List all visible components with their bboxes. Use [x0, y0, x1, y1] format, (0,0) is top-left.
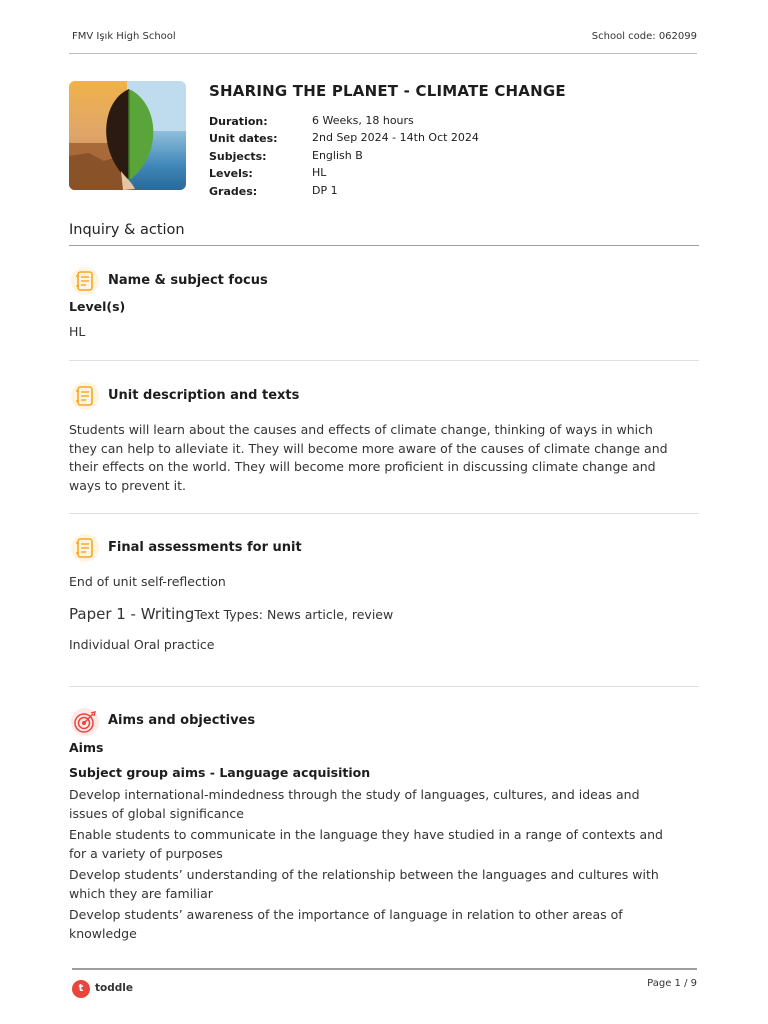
brand-name: toddle	[95, 982, 133, 994]
assessments-title: Final assessments for unit	[108, 540, 302, 555]
meta-key: Levels:	[209, 167, 253, 180]
page-number: Page 1 / 9	[647, 978, 697, 989]
unit-title: SHARING THE PLANET - CLIMATE CHANGE	[209, 82, 566, 100]
paper-title: Paper 1 - Writing	[69, 605, 195, 623]
section-title: Inquiry & action	[69, 222, 185, 238]
paper-subtitle: Text Types: News article, review	[194, 607, 394, 622]
meta-value: HL	[312, 166, 327, 179]
notebook-icon	[70, 381, 100, 411]
divider	[69, 686, 699, 687]
meta-key: Unit dates:	[209, 132, 278, 145]
notebook-icon	[70, 533, 100, 563]
meta-value: 2nd Sep 2024 - 14th Oct 2024	[312, 131, 479, 144]
footer-divider	[72, 968, 697, 970]
aim-line: for a variety of purposes	[69, 845, 223, 861]
aim-line: Develop students’ awareness of the importance of language in relation to other areas of	[69, 907, 623, 922]
aim-line: Develop international-mindedness through the study of languages, cultures, and ideas and	[69, 787, 640, 802]
levels-value: HL	[69, 324, 86, 339]
aim-item	[69, 866, 699, 903]
aims-group-title: Subject group aims - Language acquisition	[69, 765, 371, 780]
meta-key: Grades:	[209, 185, 258, 198]
meta-value: DP 1	[312, 184, 338, 197]
name-focus-title: Name & subject focus	[108, 273, 268, 288]
description-line: they can help to alleviate it. They will become more aware of the causes of climate change and	[69, 440, 668, 456]
meta-value: 6 Weeks, 18 hours	[312, 114, 414, 127]
description-text	[69, 421, 699, 495]
meta-value: English B	[312, 149, 363, 162]
target-icon	[70, 707, 100, 737]
header-divider	[69, 53, 697, 54]
aim-line: Develop students’ understanding of the relationship between the languages and cultures with	[69, 867, 659, 882]
meta-key: Duration:	[209, 115, 268, 128]
divider	[69, 513, 699, 514]
section-divider	[69, 245, 699, 246]
divider	[69, 360, 699, 361]
aims-title: Aims and objectives	[108, 713, 256, 728]
description-line: ways to prevent it.	[69, 477, 187, 493]
aim-item	[69, 906, 699, 943]
assessment-item-paper	[69, 604, 393, 623]
school-name: FMV Işık High School	[72, 31, 176, 42]
unit-image	[69, 81, 186, 190]
toddle-logo-icon: t	[72, 980, 90, 998]
assessment-item: Individual Oral practice	[69, 637, 215, 652]
aim-line: issues of global significance	[69, 805, 244, 821]
aim-line: which they are familiar	[69, 885, 213, 901]
levels-label: Level(s)	[69, 299, 126, 314]
description-line: their effects on the world. They will become more proficient in discussing climate change and	[69, 459, 656, 474]
aim-line: Enable students to communicate in the language they have studied in a range of contexts and	[69, 827, 663, 842]
school-code: School code: 062099	[591, 31, 697, 42]
meta-key: Subjects:	[209, 150, 267, 163]
notebook-icon	[70, 266, 100, 296]
description-line: Students will learn about the causes and effects of climate change, thinking of ways in which	[69, 422, 653, 437]
description-title: Unit description and texts	[108, 388, 300, 403]
aim-item	[69, 786, 699, 823]
aim-line: knowledge	[69, 925, 137, 941]
aim-item	[69, 826, 699, 863]
aims-label: Aims	[69, 740, 104, 755]
assessment-item: End of unit self-reflection	[69, 574, 226, 589]
